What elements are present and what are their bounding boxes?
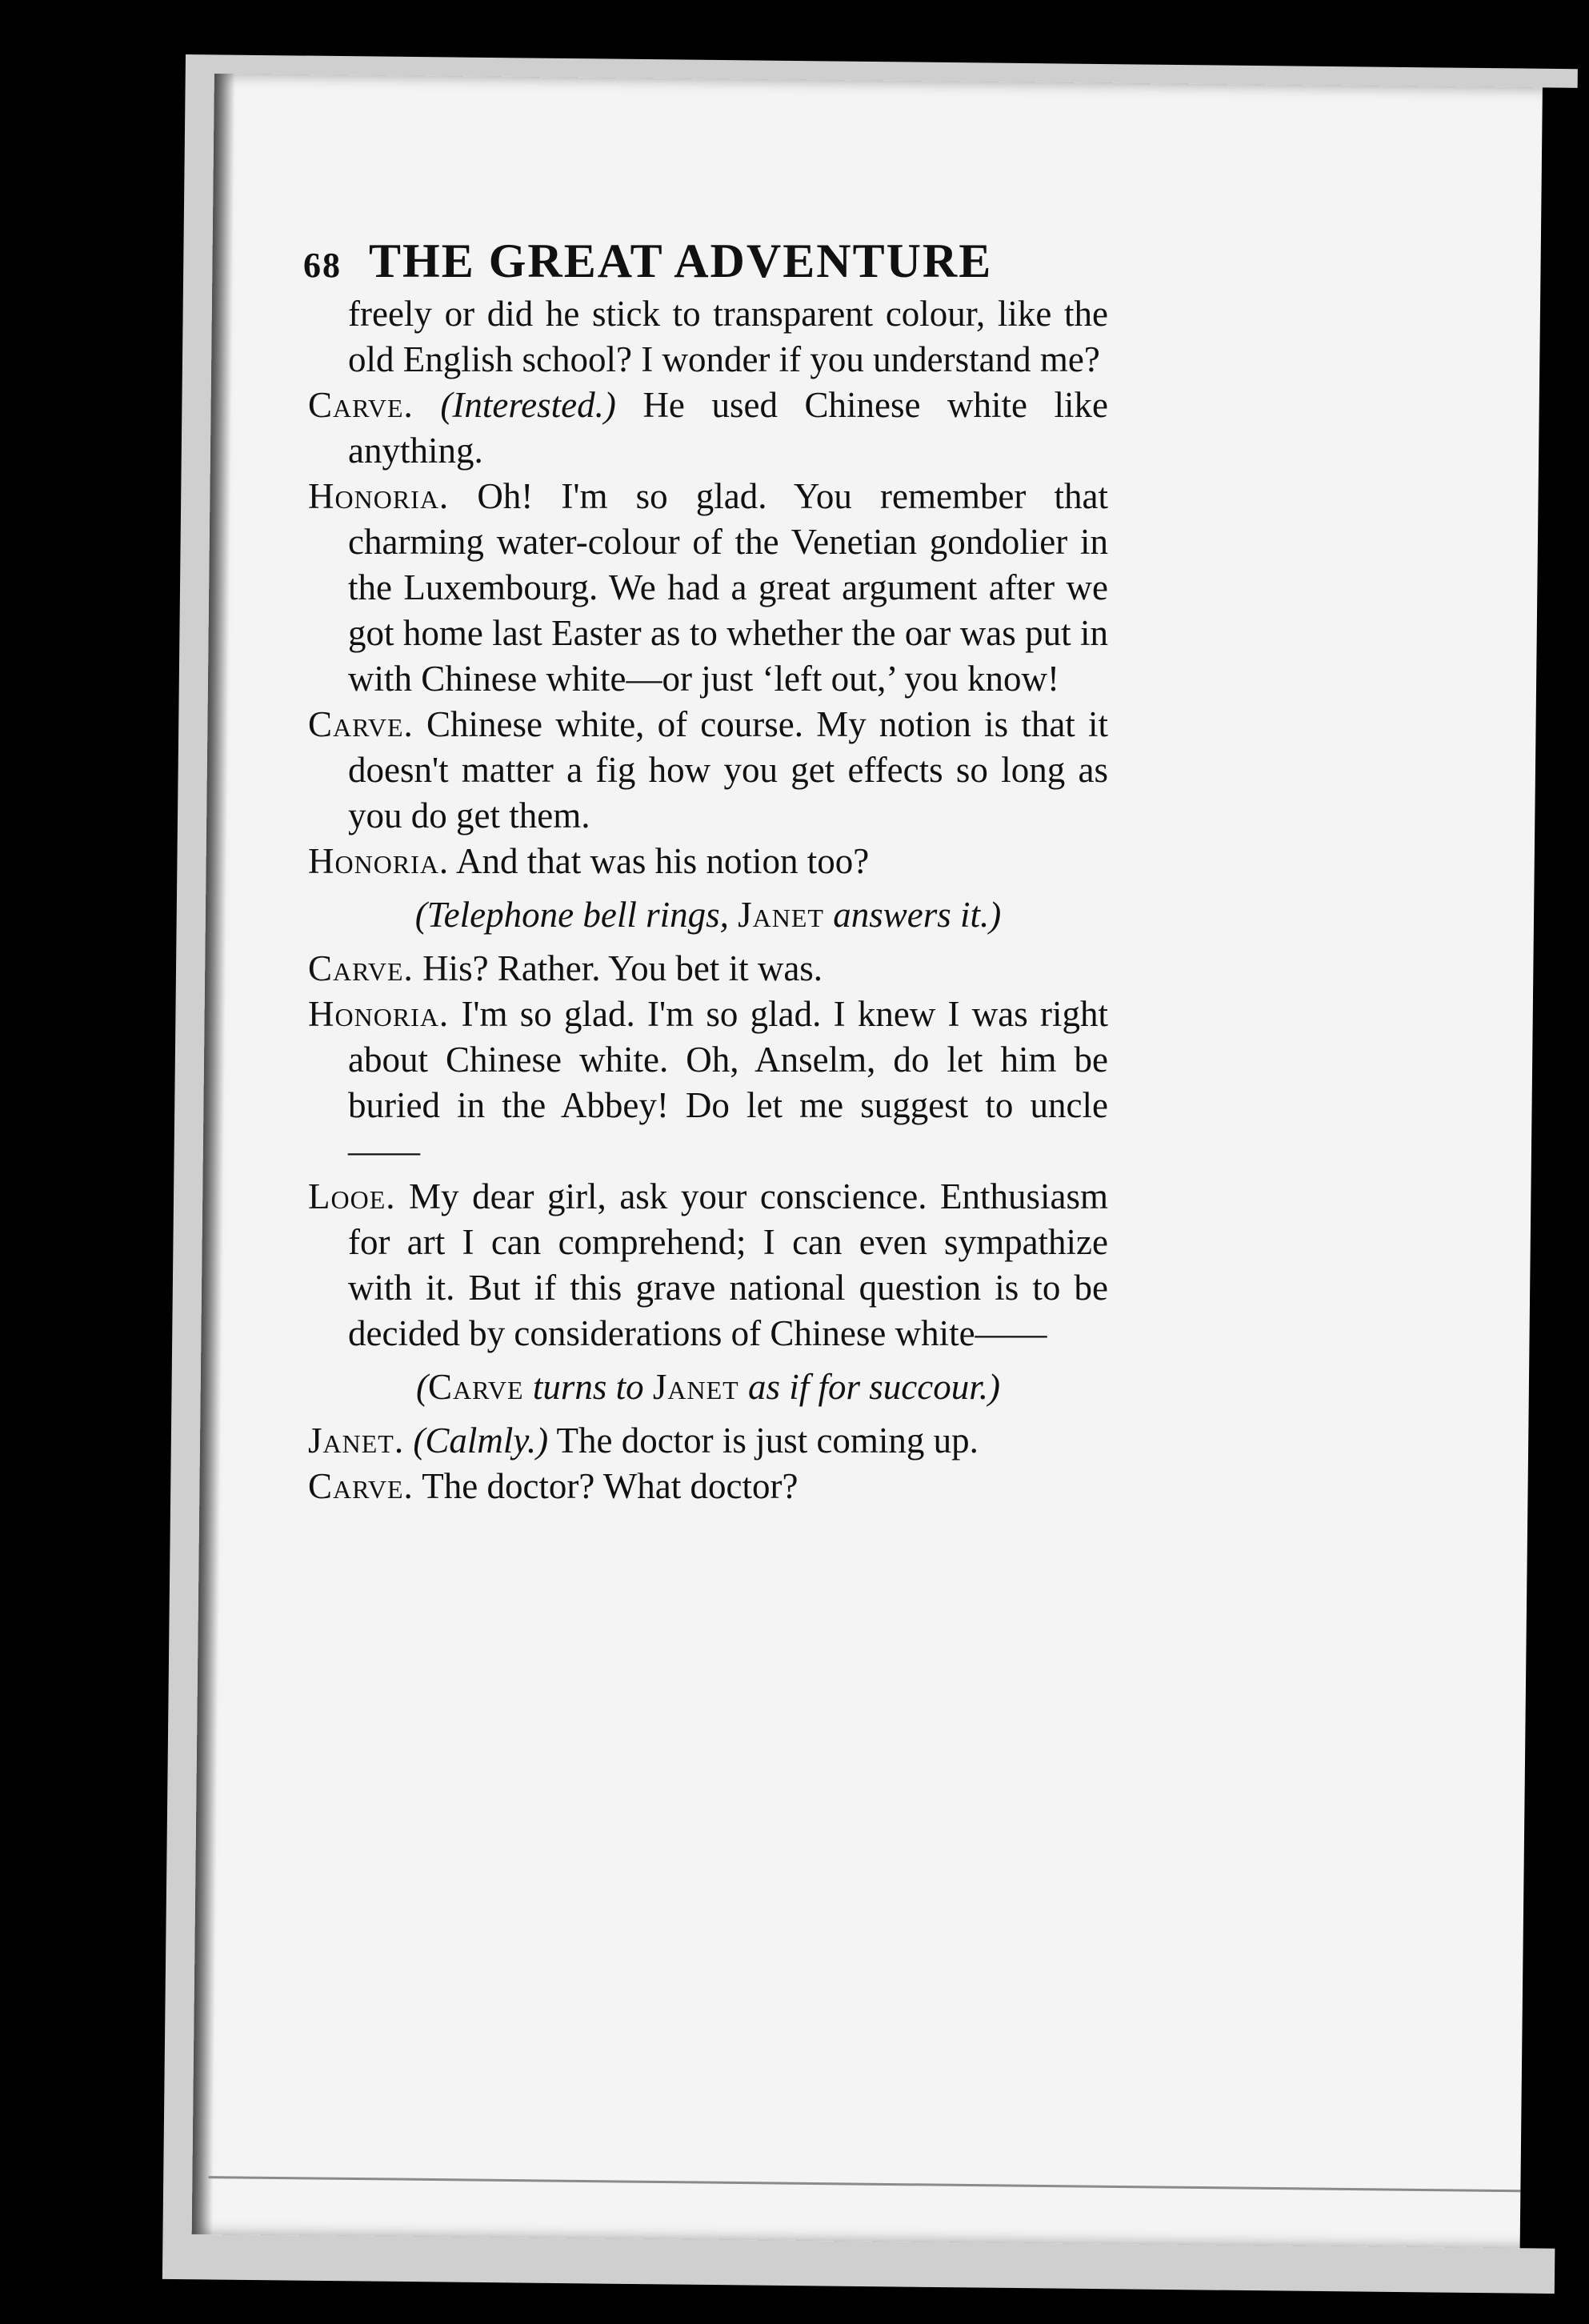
speaker-name: Carve. (308, 1466, 414, 1506)
speaker-name: Janet. (308, 1420, 405, 1461)
character-name: Janet (738, 895, 824, 935)
character-name: Janet (652, 1367, 739, 1407)
stage-text: as if for succour. (747, 1367, 988, 1407)
dialogue-line (308, 839, 1108, 884)
stage-direction: (Interested.) (440, 385, 616, 425)
dialogue-text: My dear girl, ask your conscience. Enthusiasm for art I can comprehend; I can even sympathize with it. But if this grave national question is to be decided by considerations of Chinese white—— (348, 1176, 1108, 1353)
dialogue-text: He used Chinese white like anything. (348, 385, 1109, 471)
stage-direction-block (308, 892, 1108, 938)
speaker-name: Carve. (308, 704, 414, 744)
page-text (303, 234, 1109, 1509)
dialogue-continuation (308, 291, 1108, 383)
dialogue-line (308, 474, 1108, 702)
paren-open: ( (414, 895, 427, 935)
dialogue-text: Chinese white, of course. My notion is that it doesn't matter a fig how you get effects so long as you do get them. (348, 704, 1108, 835)
dialogue-line (308, 992, 1108, 1174)
dialogue-line (308, 1418, 1108, 1464)
speaker-name: Looe. (308, 1176, 396, 1216)
dialogue-line (308, 383, 1108, 474)
dialogue-text: Oh! I'm so glad. You remember that charming water-colour of the Venetian gondolier in the Luxembourg. We had a great argument after we got home last Easter as to whether the oar was put in with Chinese white—or just ‘left out,’ you know! (348, 476, 1109, 699)
right-margin-shadow (1520, 87, 1589, 2249)
dialogue-text: And that was his notion too? (455, 841, 870, 881)
dialogue-text: His? Rather. You bet it was. (422, 948, 823, 988)
speaker-name: Honoria. (308, 476, 450, 516)
book-title: THE GREAT ADVENTURE (369, 234, 993, 287)
character-name: Carve (428, 1367, 524, 1407)
stage-direction-block (308, 1364, 1108, 1410)
stage-direction: (Calmly.) (413, 1420, 549, 1461)
speaker-name: Honoria. (308, 994, 450, 1034)
paren-close: ) (989, 895, 1002, 935)
page-bottom-edge (208, 2176, 1520, 2192)
dialogue-line (308, 946, 1108, 992)
dialogue-line (308, 1464, 1108, 1509)
dialogue-text: The doctor is just coming up. (556, 1420, 979, 1461)
dialogue-line (308, 702, 1108, 839)
paren-open: ( (416, 1367, 429, 1407)
speaker-name: Honoria. (308, 841, 450, 881)
page-number: 68 (303, 246, 342, 285)
stage-text: answers it. (833, 895, 990, 935)
dialogue-text: I'm so glad. I'm so glad. I knew I was right about Chinese white. Oh, Anselm, do let him be buried in the Abbey! Do let me suggest to uncle—— (348, 994, 1108, 1171)
stage-text: turns to (532, 1367, 644, 1407)
dialogue-text: The doctor? What doctor? (422, 1466, 799, 1506)
speaker-name: Carve. (308, 385, 414, 425)
running-head (303, 234, 1108, 288)
continuation-text: freely or did he stick to transparent colour, like the old English school? I wonder if you understand me? (348, 294, 1108, 379)
dialogue-line (308, 1174, 1108, 1356)
stage-text: Telephone bell rings, (426, 895, 729, 935)
paren-close: ) (987, 1367, 1000, 1407)
speaker-name: Carve. (308, 948, 414, 988)
